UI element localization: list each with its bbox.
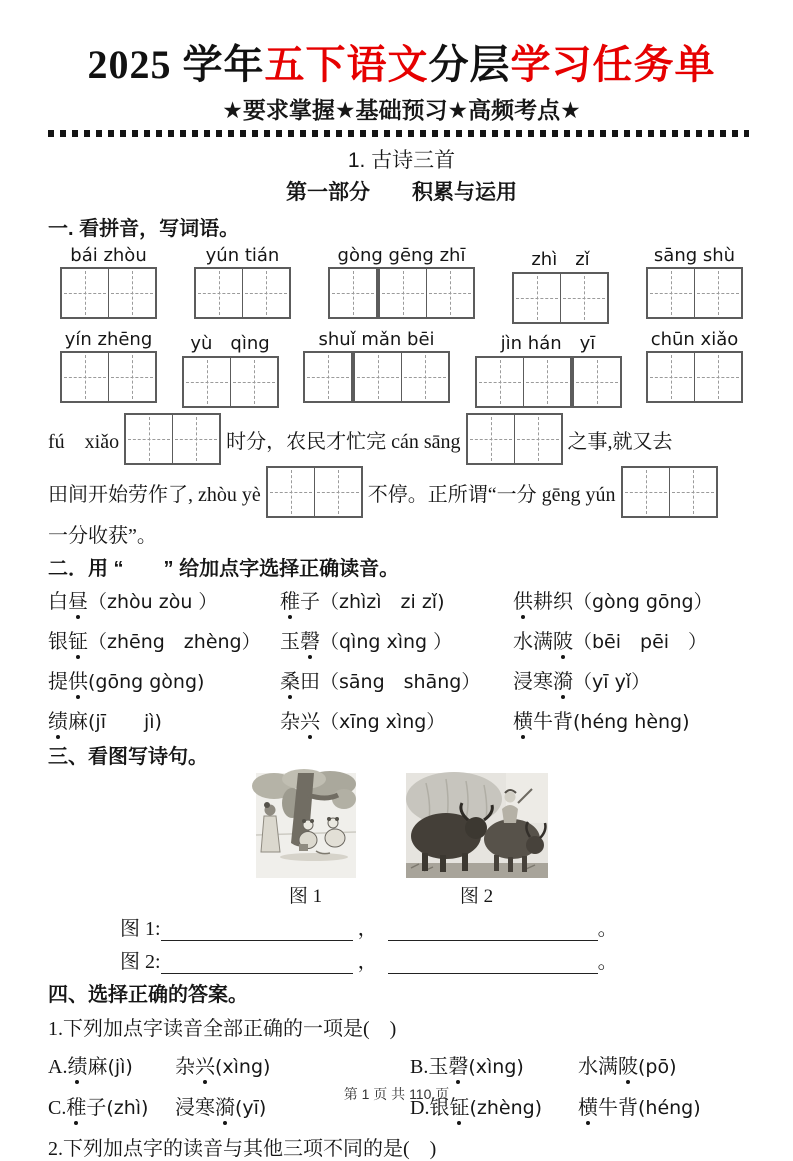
paragraph-line [48,519,755,548]
grid-box[interactable] [646,351,743,403]
option-pinyin: (héng) [638,1097,701,1119]
pinyin-row [48,245,755,324]
word-char: 横 [513,705,533,734]
pinyin-word-item [328,245,475,324]
word-char: 钲 [449,1091,469,1120]
answer-option [578,1050,755,1079]
dotted-word [48,591,88,613]
pronunciation-item [48,705,280,734]
grid-cell[interactable] [242,269,289,317]
writing-grid[interactable] [328,267,475,319]
word-char: 银 [429,1097,450,1119]
pinyin-options: （qìng xìng ） [320,631,453,653]
answer-label: 图 2: [120,951,161,973]
option-letter: B. [410,1056,429,1078]
option-pinyin: (zhèng) [469,1097,543,1119]
page-title [48,42,755,88]
word-char: 绩 [67,1050,87,1079]
option-pinyin: (pō) [638,1056,677,1078]
section-four-heading: 四、选择正确的答案。 [48,984,248,1006]
grid-box[interactable] [182,356,279,408]
option-pinyin: (xìng) [215,1056,271,1078]
paragraph-text: 时分，农民才忙完 cán sāng [221,430,466,453]
writing-grid[interactable] [646,351,743,403]
grid-box[interactable] [475,356,572,408]
writing-grid[interactable] [124,413,221,465]
word-char: 提 [48,671,68,693]
grid-box[interactable] [124,413,221,465]
grid-cell[interactable] [108,353,155,401]
pinyin-label: jìn hán yī [500,333,596,354]
pinyin-word-item [646,245,743,324]
figure-2 [406,773,548,908]
writing-grid[interactable] [475,356,622,408]
pinyin-word-item [194,245,291,324]
answer-option [410,1050,578,1079]
word-char: 漪 [553,665,573,694]
title-part: 分层 [428,42,511,87]
grid-cell[interactable] [477,358,523,406]
pinyin-options: (héng hèng) [573,711,690,733]
pinyin-options: （xīng xìng） [320,711,446,733]
writing-grid[interactable] [303,351,450,403]
grid-cell[interactable] [514,415,561,463]
word-char: 麻 [87,1056,108,1078]
grid-box[interactable] [621,466,718,518]
option-row [48,1050,755,1079]
question-2: 2.下列加点字的读音与其他三项不同的是( ) [48,1138,437,1160]
writing-grid[interactable] [266,466,363,518]
grid-cell[interactable] [694,269,741,317]
lesson-title: 1. 古诗三首 [347,149,456,172]
pinyin-word-item [60,245,157,324]
grid-cell[interactable] [355,353,401,401]
grid-cell[interactable] [426,269,473,317]
word-char: 子 [86,1097,107,1119]
pinyin-options: （zhìzì zi zǐ) [320,591,445,613]
grid-box[interactable] [266,466,363,518]
paragraph-text: 田间开始劳作了, zhòu yè [48,483,266,506]
answer-blank[interactable] [388,920,598,941]
pinyin-options: （yī yǐ） [573,671,651,693]
pinyin-label: yù qìng [190,333,270,354]
poem-answer-line [48,912,755,941]
subtitle: ★要求掌握★基础预习★高频考点★ [222,97,581,123]
grid-box[interactable] [60,267,157,319]
pinyin-label: zhì zǐ [531,249,590,270]
grid-cell[interactable] [126,415,172,463]
paragraph-text: 不停。正所谓“一分 gēng yún [362,483,621,506]
grid-cell[interactable] [330,269,376,317]
grid-cell[interactable] [623,468,669,516]
word-char: 桑 [280,665,300,694]
grid-box[interactable] [353,351,450,403]
paragraph-text: 之事,就又去 [562,430,673,453]
word-char: 兴 [300,705,320,734]
word-char: 满 [533,631,553,653]
dotted-word [280,631,320,653]
option-letter: D. [410,1097,430,1119]
word-char: 牛 [598,1097,618,1119]
paragraph-text: fú xiǎo [48,430,125,453]
pinyin-label: yún tián [205,245,280,266]
word-char: 玉 [428,1056,449,1078]
answer-blank[interactable] [388,953,598,974]
section-three-heading: 三、看图写诗句。 [48,746,208,768]
word-char: 横 [578,1091,598,1120]
grid-cell[interactable] [172,415,219,463]
pronunciation-item [48,665,280,694]
word-char: 子 [300,591,320,613]
dotted-word [48,631,88,653]
option-pinyin: (xìng) [468,1056,524,1078]
paragraph-text: 一分收获”。 [48,525,157,547]
figure-1 [256,773,356,908]
pinyin-options: （gòng gōng） [573,591,713,613]
writing-grid[interactable] [621,466,718,518]
word-char: 白 [48,591,68,613]
pinyin-row [48,329,755,408]
comma: ， [352,951,388,973]
pronunciation-item [513,585,755,614]
dotted-word [48,711,88,733]
grid-cell[interactable] [401,353,448,401]
word-char: 陂 [618,1050,638,1079]
pinyin-options: （zhòu zòu ） [88,591,218,613]
question-1: 1.下列加点字读音全部正确的一项是( ) [48,1018,397,1040]
pinyin-word-item [512,245,609,324]
writing-grid[interactable] [60,267,157,319]
word-char: 玉 [280,631,300,653]
dotted-word [513,711,573,733]
pronunciation-item [48,585,280,614]
word-char: 浸 [513,671,533,693]
pinyin-word-item [60,329,157,408]
pinyin-word-item [182,329,279,408]
grid-box[interactable] [328,267,378,319]
pinyin-options: （bēi pēi ） [573,631,708,653]
word-char: 杂 [280,711,300,733]
dotted-word [175,1056,215,1078]
word-char: 供 [68,665,88,694]
figure-2-image [406,773,548,878]
dotted-word [280,671,320,693]
word-char: 背 [618,1097,638,1119]
writing-grid[interactable] [466,413,563,465]
figure-2-caption: 图 2 [459,886,494,907]
grid-box[interactable] [303,351,353,403]
paragraph-line [48,466,755,518]
dotted-word [48,671,88,693]
word-char: 陂 [553,625,573,654]
grid-box[interactable] [572,356,622,408]
grid-cell[interactable] [380,269,426,317]
dotted-word [513,631,573,653]
comma: ， [352,918,388,940]
grid-box[interactable] [60,351,157,403]
paragraph-line [48,413,755,465]
pronunciation-item [513,705,755,734]
pronunciation-item [513,665,755,694]
word-char: 麻 [68,711,88,733]
word-char: 昼 [68,585,88,614]
pronunciation-item [513,625,755,654]
word-char: 满 [598,1056,618,1078]
pinyin-word-item [646,329,743,408]
pronunciation-item [280,625,513,654]
writing-grid[interactable] [512,272,609,324]
title-part: 2025 学年 [87,42,265,87]
word-char: 织 [553,591,573,613]
grid-cell[interactable] [694,353,741,401]
grid-cell[interactable] [314,468,361,516]
pinyin-label: sāng shù [653,245,736,266]
pinyin-label: shuǐ mǎn bēi [318,329,435,350]
figure-1-image [256,773,356,878]
grid-box[interactable] [194,267,291,319]
word-char: 寒 [195,1097,215,1119]
option-letter: C. [48,1097,67,1119]
poem-answer-line [48,945,755,974]
writing-grid[interactable] [60,351,157,403]
figures-row [48,773,755,908]
answer-option [48,1050,175,1079]
page-number: 第 1 页 共 110 页 [343,1086,450,1102]
pronunciation-item [280,665,513,694]
word-char: 田 [300,671,320,693]
dotted-word [280,711,320,733]
dotted-word [428,1056,468,1078]
period: 。 [597,951,618,973]
pinyin-word-item [475,329,622,408]
grid-cell[interactable] [268,468,314,516]
pinyin-writing-rows [48,245,755,408]
word-char: 磬 [300,625,320,654]
pinyin-label: chūn xiǎo [650,329,739,350]
option-letter: A. [48,1056,68,1078]
word-char: 水 [513,631,533,653]
word-char: 耕 [533,591,553,613]
word-char: 绩 [48,705,68,734]
grid-cell[interactable] [468,415,514,463]
word-char: 兴 [195,1050,215,1079]
title-part: 五下语文 [264,42,429,87]
word-char: 水 [578,1056,598,1078]
writing-grid[interactable] [646,267,743,319]
answer-option [175,1050,410,1079]
word-char: 稚 [280,585,300,614]
dotted-word [280,591,320,613]
word-char: 背 [553,711,573,733]
grid-box[interactable] [466,413,563,465]
word-char: 漪 [215,1091,235,1120]
pinyin-label: gòng gēng zhī [337,245,466,266]
grid-cell[interactable] [62,269,108,317]
option-pinyin: (yī) [235,1097,267,1119]
grid-cell[interactable] [196,269,242,317]
grid-cell[interactable] [184,358,230,406]
pronunciation-item [280,705,513,734]
grid-cell[interactable] [305,353,351,401]
option-pinyin: (zhì) [106,1097,149,1119]
grid-cell[interactable] [560,274,607,322]
section-one-heading: 一. 看拼音，写词语。 [48,218,240,240]
dotted-word [513,591,573,613]
title-part: 学习任务单 [510,42,716,87]
grid-cell[interactable] [648,353,694,401]
pinyin-options: （sāng shāng） [320,671,481,693]
grid-cell[interactable] [108,269,155,317]
pinyin-label: bái zhòu [70,245,147,266]
grid-box[interactable] [512,272,609,324]
pinyin-label: yín zhēng [64,329,153,350]
word-char: 磬 [448,1050,468,1079]
dotted-word [67,1056,107,1078]
word-char: 供 [513,585,533,614]
section-two-heading: 二．用 “ ” 给加点字选择正确读音。 [48,558,400,580]
pinyin-fill-paragraph [48,413,755,548]
grid-cell[interactable] [669,468,716,516]
writing-grid[interactable] [194,267,291,319]
pronunciation-choice-grid [48,585,755,734]
word-char: 浸 [175,1097,195,1119]
word-char: 银 [48,631,68,653]
period: 。 [597,918,618,940]
grid-cell[interactable] [523,358,570,406]
word-char: 寒 [533,671,553,693]
word-char: 稚 [66,1091,86,1120]
pronunciation-item [280,585,513,614]
grid-cell[interactable] [574,358,620,406]
answer-blank[interactable] [161,920,353,941]
dotted-divider [48,130,749,137]
figure-1-caption: 图 1 [288,886,323,907]
dotted-word [513,671,573,693]
pinyin-options: (jī jì) [88,711,162,733]
grid-cell[interactable] [62,353,108,401]
pinyin-options: （zhēng zhèng） [88,631,261,653]
grid-cell[interactable] [514,274,560,322]
poem-answer-lines [48,912,755,974]
pinyin-word-item [303,329,450,408]
word-char: 钲 [68,625,88,654]
grid-box[interactable] [378,267,475,319]
grid-cell[interactable] [230,358,277,406]
option-pinyin: (jì) [107,1056,133,1078]
word-char: 杂 [175,1056,195,1078]
answer-label: 图 1: [120,918,161,940]
pronunciation-item [48,625,280,654]
dotted-word [578,1056,638,1078]
grid-cell[interactable] [648,269,694,317]
writing-grid[interactable] [182,356,279,408]
word-char: 牛 [533,711,553,733]
part-title: 第一部分 积累与运用 [286,181,517,204]
grid-box[interactable] [646,267,743,319]
answer-blank[interactable] [161,953,353,974]
pinyin-options: (gōng gòng) [88,671,205,693]
